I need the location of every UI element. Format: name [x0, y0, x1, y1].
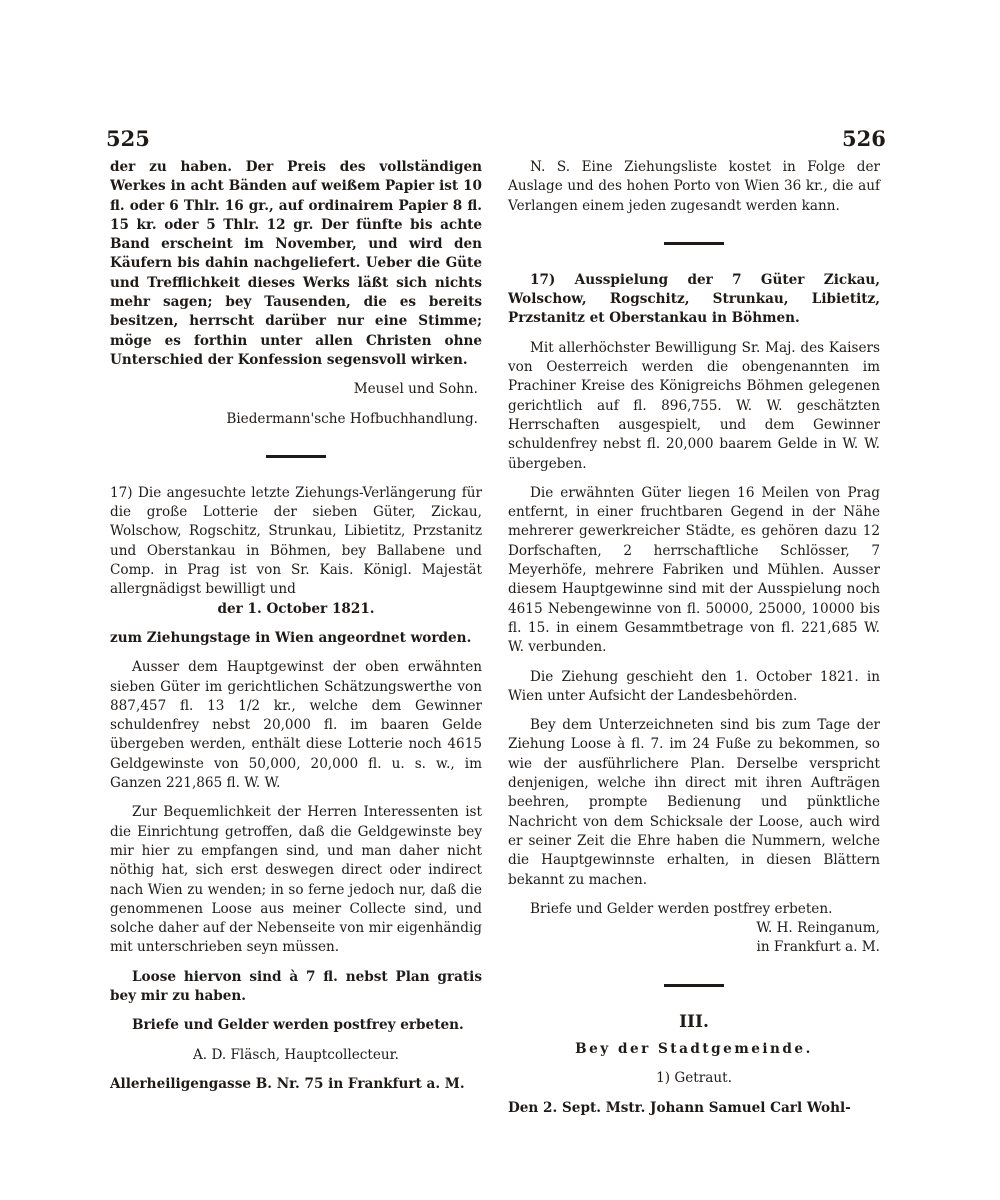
left-column — [110, 158, 482, 1094]
signature-meusel: Meusel und Sohn. — [353, 381, 478, 398]
ad-17-arrangement: Zur Bequemlichkeit der Herren Interessenten ist die Einrichtung getroffen, daß die Geldgewinste bey mir hier zu empfangen sind, und man daher nicht nöthig hat, sich erst deswegen direct oder indirect nach Wien zu wenden; in so ferne jedoch nur, daß die genommenen Loose aus meiner Collecte sind, und solche daher auf der Nebenseite von mir eigenhändig mit unterschrieben seyn müssen. — [110, 804, 482, 956]
section-roman-numeral: III. — [679, 1011, 709, 1032]
ad-17-tickets: Loose hiervon sind à 7 fl. nebst Plan gratis bey mir zu haben. — [110, 968, 482, 1004]
ad-17-signature: A. D. Fläsch, Hauptcollecteur. — [192, 1046, 399, 1063]
ad-17b-title: 17) Ausspielung der 7 Güter Zickau, Wolschow, Rogschitz, Strunkau, Libietitz, Przstanitz et Oberstankau in Böhmen. — [508, 271, 880, 327]
ad-17-drawing-note: zum Ziehungstage in Wien angeordnet worden. — [110, 629, 472, 646]
ad-17b-signature-name: W. H. Reinganum, — [756, 920, 880, 937]
section-divider — [266, 455, 326, 458]
page-number-left: 525 — [106, 126, 150, 151]
ad-17b-signature-place: in Frankfurt a. M. — [756, 939, 880, 956]
section-title: Bey der Stadtgemeinde. — [575, 1040, 813, 1057]
ad-17b-tickets: Bey dem Unterzeichneten sind bis zum Tage der Ziehung Loose à fl. 7. im 24 Fuße zu bekommen, so wie der ausführlichere Plan. Derselbe verspricht denjenigen, welche ihn direct mit ihren Aufträgen beehren, prompte Bedienung und pünktliche Nachricht von dem Schicksale der Loose, auch wird er seiner Zeit die Ehre haben die Nummern, welche die Hauptgewinnste erhalten, in diesen Blättern bekannt zu machen. — [508, 717, 880, 888]
page-number-right: 526 — [842, 126, 886, 151]
section-divider — [664, 984, 724, 987]
ad-17b-drawing: Die Ziehung geschieht den 1. October 1821. in Wien unter Aufsicht der Landesbehörden. — [508, 668, 880, 704]
intro-paragraph: der zu haben. Der Preis des vollständigen Werkes in acht Bänden auf weißem Papier ist 10 fl. oder 6 Thlr. 16 gr., auf ordinairem Papier 8 fl. 15 kr. oder 5 Thlr. 12 gr. Der fünfte bis achte Band erscheint im November, und wird den Käufern bis dahin nachgeliefert. Ueber die Güte und Trefflichkeit dieses Werks läßt sich nichts mehr sagen; bey Tausenden, die es bereits besitzen, herrscht darüber nur eine Stimme; möge es forthin unter allen Christen ohne Unterschied der Konfession segensvoll wirken. — [110, 159, 482, 368]
ad-17-intro: 17) Die angesuchte letzte Ziehungs-Verlängerung für die große Lotterie der sieben Güter, Zickau, Wolschow, Rogschitz, Strunkau, Libietitz, Przstanitz und Oberstankau in Böhmen, bey Ballabene und Comp. in Prag ist von Sr. Kais. Königl. Majestät allergnädigst bewilligt und — [110, 484, 482, 598]
ad-17b-authorization: Mit allerhöchster Bewilligung Sr. Maj. des Kaisers von Oesterreich werden die obengenannten im Prachiner Kreise des Königreichs Böhmen gelegenen gerichtlich auf fl. 896,755. W. W. geschätzten Herrschaften ausgespielt, und dem Gewinner schuldenfrey nebst fl. 20,000 baarem Gelde in W. W. übergeben. — [508, 339, 880, 472]
section-divider — [664, 242, 724, 245]
ad-17b-estates: Die erwähnten Güter liegen 16 Meilen von Prag entfernt, in einer fruchtbaren Gegend in der Nähe mehrerer gewerkreicher Städte, es gehören dazu 12 Dorfschaften, 2 herrschaftliche Schlösser, 7 Meyerhöfe, mehrere Fabriken und Mühlen. Ausser diesem Hauptgewinne sind mit der Ausspielung noch 4615 Nebengewinne von fl. 50000, 25000, 10000 bis fl. 15. in einem Gesammtbetrage von fl. 221,685 W. W. verbunden. — [508, 484, 880, 656]
signature-biedermann: Biedermann'sche Hofbuchhandlung. — [226, 410, 478, 427]
ad-17-address: Allerheiligengasse B. Nr. 75 in Frankfurt a. M. — [110, 1075, 465, 1092]
subsection-title: 1) Getraut. — [656, 1070, 732, 1087]
ad-17-letters-note: Briefe und Gelder werden postfrey erbeten. — [132, 1017, 464, 1034]
right-column — [508, 158, 880, 1118]
ad-17-date: der 1. October 1821. — [217, 600, 375, 617]
ad-17b-letters-note: Briefe und Gelder werden postfrey erbeten. — [530, 900, 833, 917]
ad-17-prizes: Ausser dem Hauptgewinst der oben erwähnten sieben Güter im gerichtlichen Schätzungswerthe von 887,457 fl. 13 1/2 kr., welche dem Gewinner schuldenfrey nebst 20,000 fl. im baaren Gelde übergeben werden, enthält diese Lotterie noch 4615 Geldgewinste von 50,000, 20,000 fl. u. s. w., im Ganzen 221,865 fl. W. W. — [110, 659, 482, 792]
ns-paragraph: N. S. Eine Ziehungsliste kostet in Folge der Auslage und des hohen Porto von Wien 36 kr., die auf Verlangen einem jeden zugesandt werden kann. — [508, 159, 880, 214]
marriage-entry: Den 2. Sept. Mstr. Johann Samuel Carl Wohl- — [508, 1099, 851, 1116]
